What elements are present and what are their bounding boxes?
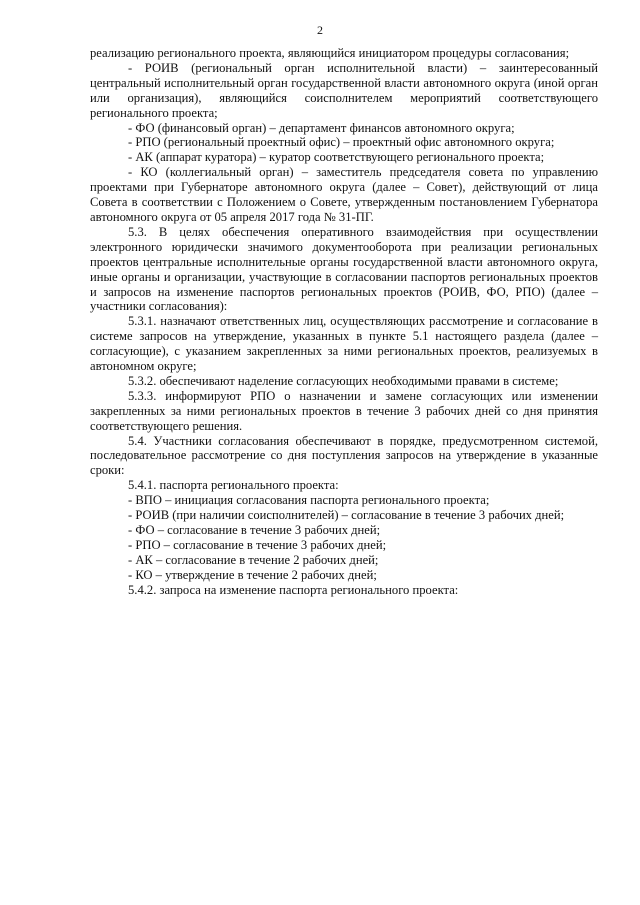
paragraph: - ФО – согласование в течение 3 рабочих дней; <box>128 523 381 537</box>
paragraph: 5.4.2. запроса на изменение паспорта регионального проекта: <box>128 582 459 597</box>
paragraph: - ФО (финансовый орган) – департамент финансов автономного округа; <box>128 120 515 135</box>
paragraph: - ВПО – инициация согласования паспорта регионального проекта; <box>128 493 490 508</box>
paragraph: - РОИВ (при наличии соисполнителей) – согласование в течение 3 рабочих дней; <box>128 508 565 523</box>
paragraph: 5.3.1. назначают ответственных лиц, осуществляющих рассмотрение и согласование в системе запросов на утверждение, указанных в пункте 5.1 настоящего раздела (далее – согласующие), с указанием закрепленных за ними региональных проектов, реализуемых в автономном округе; <box>90 314 598 374</box>
paragraph: - РПО (региональный проектный офис) – проектный офис автономного округа; <box>128 135 555 150</box>
paragraph: 5.3.3. информируют РПО о назначении и замене согласующих или изменении закрепленных за ними региональных проектов в течение 3 рабочих дней со дня принятия соответствующего решения. <box>90 388 598 433</box>
paragraph: 5.3. В целях обеспечения оперативного взаимодействия при осуществлении электронного юридически значимого документооборота при реализации региональных проектов центральные исполнительные органы государственной власти автономного округа, иные органы и организации, участвующие в согласовании паспортов региональных проектов и запросов на изменение паспортов региональных проектов (РОИВ, ФО, РПО) (далее – участники согласования): <box>90 224 598 314</box>
paragraph: 5.4.1. паспорта регионального проекта: <box>128 478 339 493</box>
paragraph: - АК – согласование в течение 2 рабочих дней; <box>128 552 379 567</box>
paragraph: - АК (аппарат куратора) – куратор соответствующего регионального проекта; <box>128 150 545 165</box>
paragraph: - РПО – согласование в течение 3 рабочих дней; <box>128 537 387 552</box>
page-number: 2 <box>317 23 323 37</box>
paragraph: 5.3.2. обеспечивают наделение согласующих необходимыми правами в системе; <box>128 373 559 388</box>
document-body <box>90 46 598 598</box>
paragraph: - КО – утверждение в течение 2 рабочих дней; <box>128 567 377 582</box>
paragraph: 5.4. Участники согласования обеспечивают в порядке, предусмотренном системой, последовательное рассмотрение со дня поступления запросов на утверждение в указанные сроки: <box>90 433 598 478</box>
paragraph: реализацию регионального проекта, являющийся инициатором процедуры согласования; <box>90 46 570 60</box>
paragraph: - РОИВ (региональный орган исполнительной власти) – заинтересованный центральный исполнительный орган государственной власти автономного округа (иной орган или организация), являющийся соисполнителем мероприятий соответствующего регионального проекта; <box>90 60 598 120</box>
paragraph: - КО (коллегиальный орган) – заместитель председателя совета по управлению проектами при Губернаторе автономного округа (далее – Совет), действующий от лица Совета в соответствии с Положением о Совете, утвержденным постановлением Губернатора автономного округа от 05 апреля 2017 года № 31-ПГ. <box>90 165 598 224</box>
